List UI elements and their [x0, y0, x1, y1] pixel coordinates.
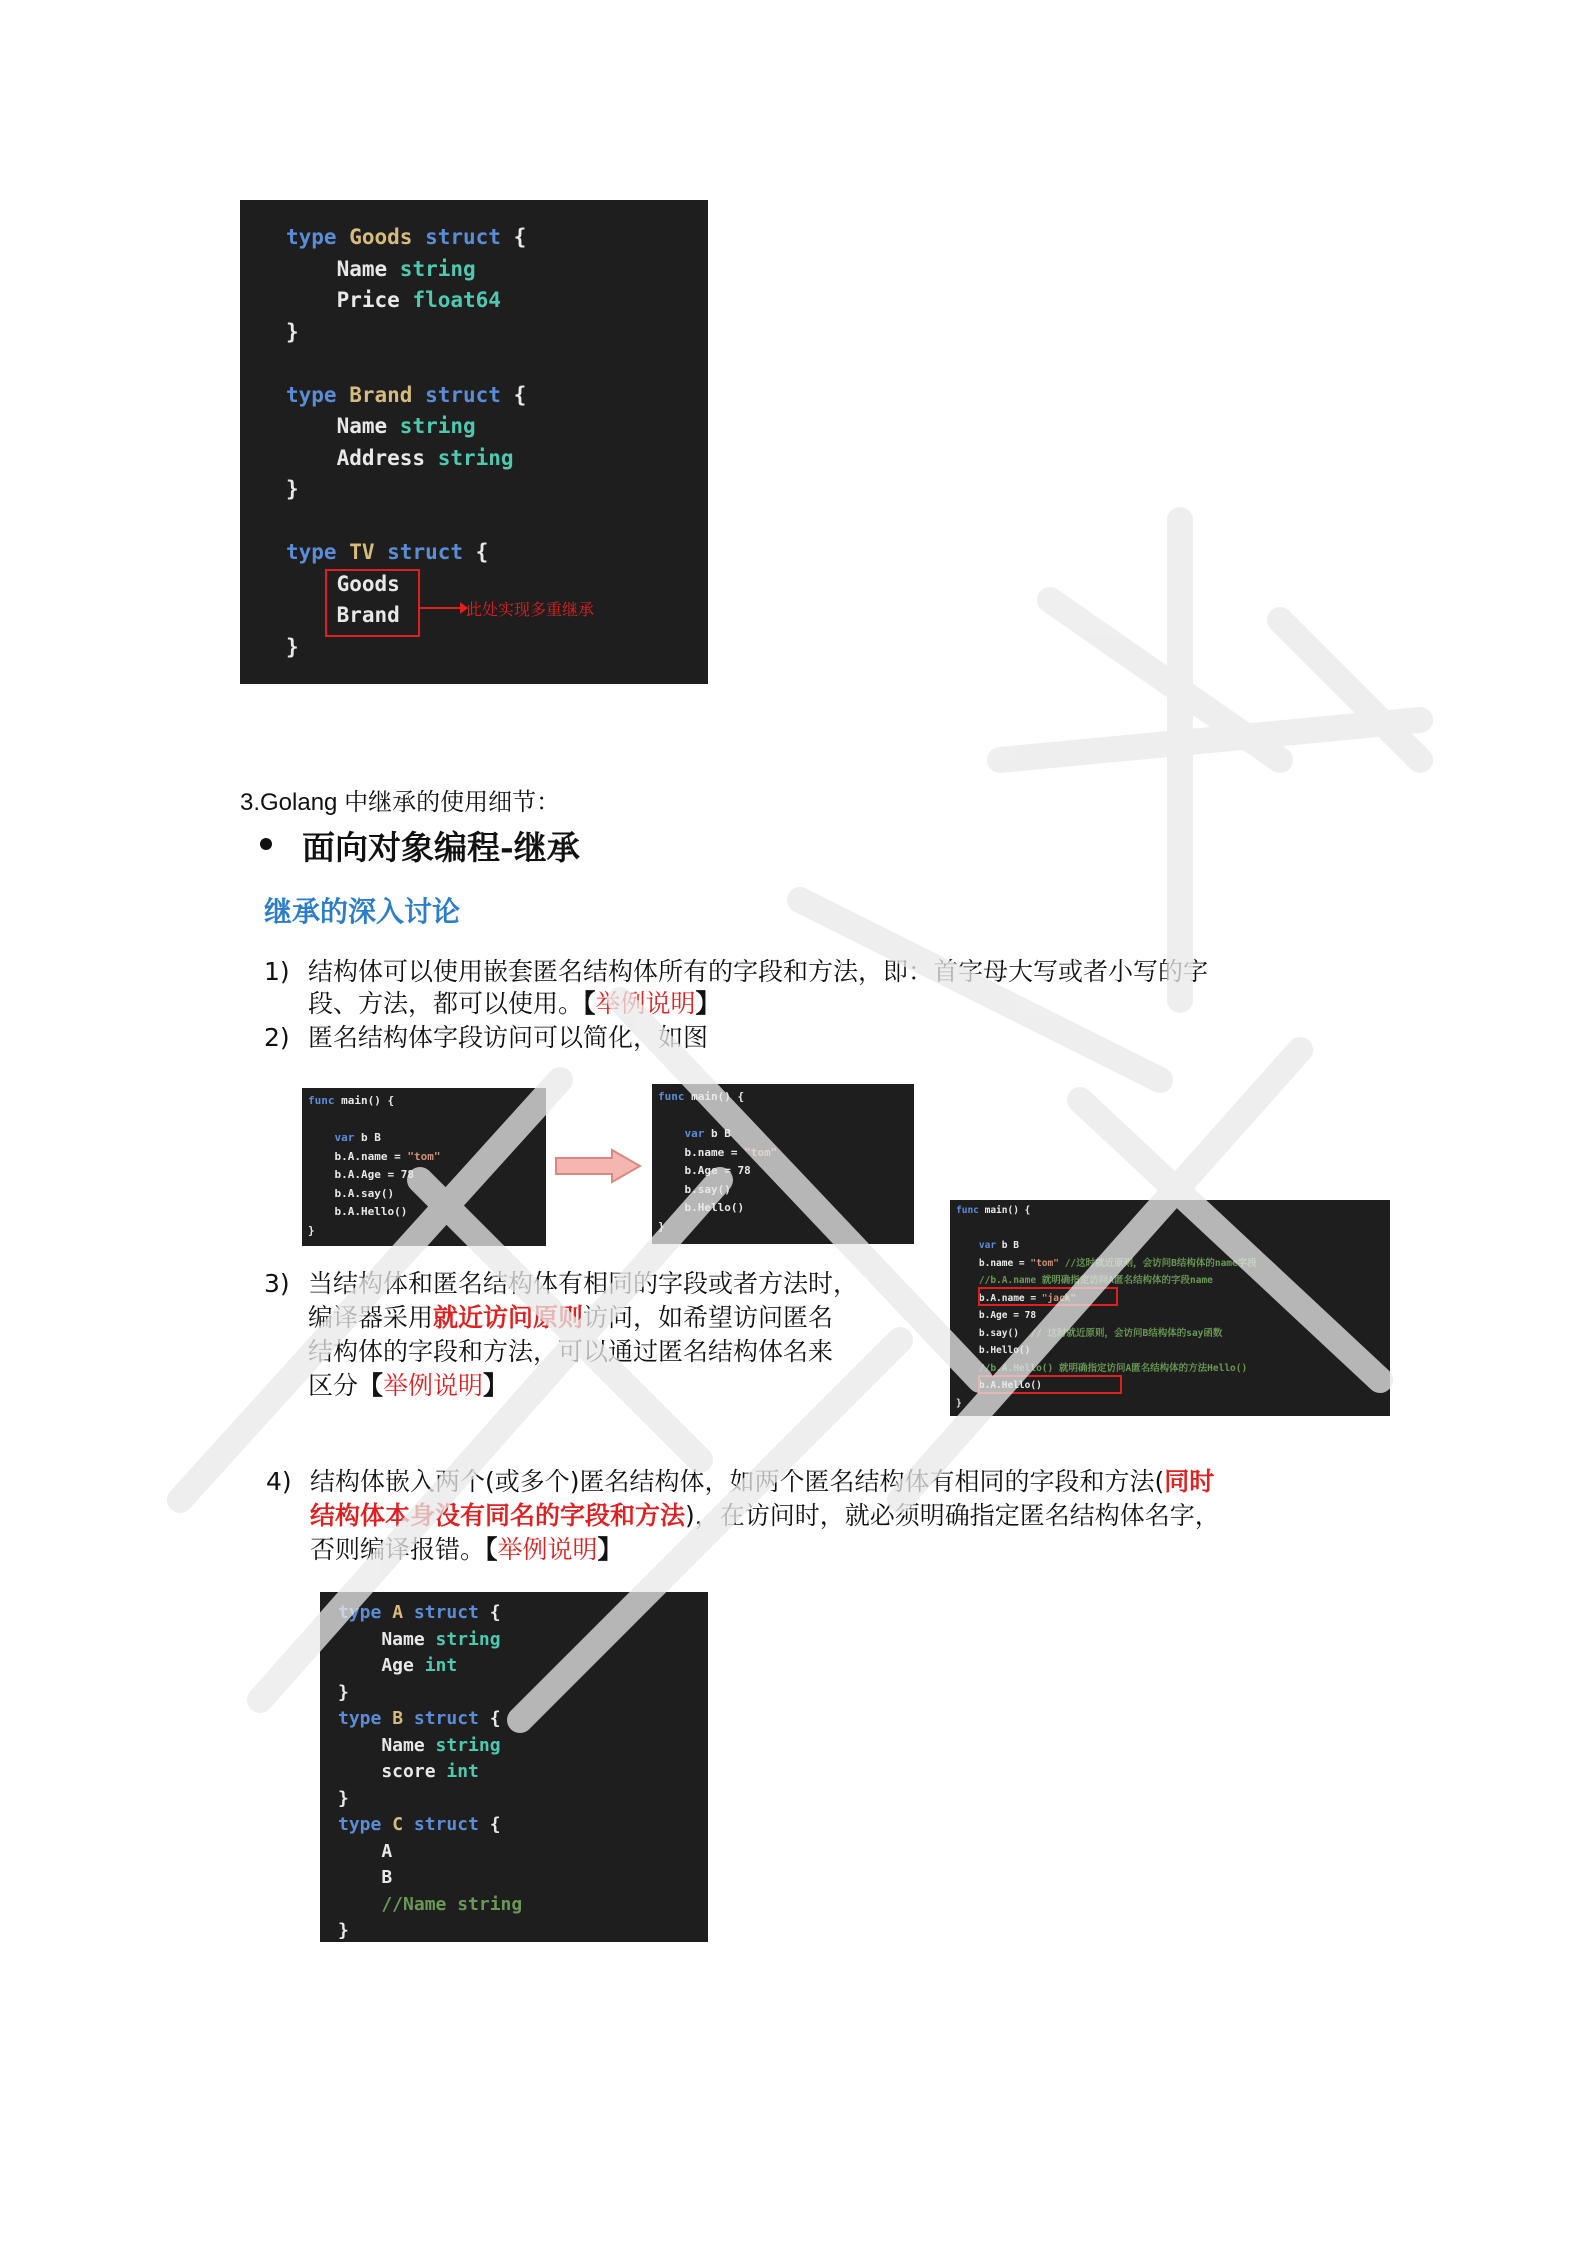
- code-line: b.name = "tom" //这时就近原则，会访问B结构体的name字段: [956, 1257, 1257, 1269]
- code-line: }: [286, 319, 299, 344]
- section-title: 3.Golang 中继承的使用细节：: [240, 789, 561, 816]
- code-line: [956, 1220, 1390, 1238]
- point-1-text: 段、方法，都可以使用。: [308, 989, 584, 1018]
- code-line: [286, 348, 708, 380]
- point-4-emphasis-cont: 结构体本身没有同名的字段和方法: [310, 1501, 686, 1530]
- point-3-number: 3): [264, 1269, 290, 1298]
- code-line: b.say(): [658, 1182, 731, 1196]
- bracket-open: 【: [583, 989, 596, 1018]
- code-line: [658, 1107, 914, 1126]
- code-line: [286, 506, 708, 538]
- code-line: }: [338, 1787, 349, 1809]
- example-label: 举例说明: [497, 1535, 598, 1564]
- point-4-line-3: [310, 1534, 623, 1566]
- code-line: score int: [338, 1761, 479, 1782]
- example-label: 举例说明: [383, 1371, 484, 1400]
- slide-heading: 面向对象编程-继承: [302, 828, 580, 867]
- bracket-close: 】: [695, 989, 721, 1018]
- code-line: b.Hello(): [956, 1345, 1031, 1356]
- nearest-access-principle: 就近访问原则: [433, 1303, 584, 1332]
- code-line: }: [658, 1219, 665, 1233]
- point-3-line-1: 当结构体和匿名结构体有相同的字段或者方法时，: [308, 1269, 859, 1298]
- point-4-emphasis: 同时: [1164, 1467, 1215, 1496]
- point-1-number: 1): [264, 957, 290, 986]
- code-line: Name string: [338, 1734, 501, 1756]
- code-line: B: [338, 1867, 393, 1888]
- code-screenshot-after: [652, 1084, 914, 1244]
- code-line: b.A.name = "jack": [956, 1292, 1077, 1304]
- code-line: func main() {: [658, 1090, 745, 1103]
- code-line: b.Age = 78: [658, 1164, 751, 1177]
- point-4-text: 结构体嵌入两个(或多个)匿名结构体，如两个匿名结构体有相同的字段和方法(: [310, 1467, 1165, 1496]
- code-line: b.name = "tom": [658, 1145, 778, 1159]
- code-line: type Brand struct {: [286, 382, 527, 407]
- code-line: }: [286, 477, 299, 501]
- code-line: type Goods struct {: [286, 225, 527, 249]
- code-line: Name string: [338, 1628, 501, 1650]
- code-line: b.A.Age = 78: [308, 1168, 414, 1181]
- arrow-icon: [420, 607, 462, 609]
- point-3-text: 编译器采用: [308, 1303, 434, 1332]
- code-line: //b.A.name 就明确指定访问A匿名结构体的字段name: [956, 1275, 1213, 1286]
- bracket-close: 】: [483, 1371, 509, 1400]
- code-line: Brand: [286, 603, 400, 627]
- point-3-text-cont: 访问，如希望访问匿名: [583, 1303, 834, 1332]
- code-line: Name string: [286, 256, 476, 281]
- code-screenshot-before: [302, 1088, 546, 1246]
- example-label: 举例说明: [595, 989, 696, 1018]
- point-4-text-cont: )，在访问时，就必须明确指定匿名结构体名字，: [685, 1501, 1220, 1530]
- code-line: }: [308, 1223, 315, 1237]
- point-3-line-4: [308, 1370, 508, 1402]
- code-line: A: [338, 1840, 393, 1862]
- point-4-text-end: 否则编译报错。: [310, 1535, 486, 1564]
- code-line: }: [338, 1920, 349, 1941]
- code-line: b.Age = 78: [956, 1310, 1037, 1321]
- code-line: b.Hello(): [658, 1201, 745, 1214]
- code-line: [308, 1111, 546, 1130]
- code-line: var b B: [658, 1127, 731, 1140]
- code-line: var b B: [956, 1240, 1019, 1251]
- code-line: Price float64: [286, 288, 501, 312]
- code-line: var b B: [308, 1131, 381, 1144]
- point-1-line-1: 结构体可以使用嵌套匿名结构体所有的字段和方法，即：首字母大写或者小写的字: [308, 957, 1209, 986]
- point-3-line-3: 结构体的字段和方法，可以通过匿名结构体名来: [308, 1337, 834, 1366]
- code-line: Address string: [286, 445, 514, 470]
- point-4-number: 4): [266, 1467, 292, 1496]
- code-line: Age int: [338, 1655, 458, 1676]
- code-line: }: [956, 1397, 962, 1409]
- code-line: }: [286, 634, 299, 659]
- code-line: //Name string: [338, 1893, 523, 1915]
- code-line: Name string: [286, 414, 476, 438]
- code-line: b.A.name = "tom": [308, 1149, 441, 1163]
- code-line: b.A.Hello(): [308, 1205, 408, 1218]
- code-line: b.say() // 这时就近原则，会访问B结构体的say函数: [956, 1327, 1223, 1339]
- code-line: func main() {: [956, 1205, 1031, 1216]
- code-line: b.A.Hello(): [956, 1380, 1042, 1391]
- code-line: func main() {: [308, 1094, 395, 1107]
- code-line: Goods: [286, 571, 400, 596]
- right-arrow-icon: [554, 1148, 642, 1184]
- code-line: //b.A.Hello() 就明确指定访问A匿名结构体的方法Hello(): [956, 1362, 1248, 1374]
- point-3-text-end: 区分: [308, 1371, 359, 1400]
- point-1-line-2: [308, 988, 721, 1020]
- point-3-line-2: [308, 1302, 833, 1334]
- code-line: }: [338, 1681, 349, 1703]
- highlight-box: [325, 569, 420, 637]
- code-line: type C struct {: [338, 1814, 501, 1835]
- code-line: type B struct {: [338, 1708, 501, 1729]
- code-line: type A struct {: [338, 1602, 501, 1623]
- bracket-open: 【: [485, 1535, 498, 1564]
- highlight-box: [978, 1287, 1118, 1306]
- bracket-open: 【: [358, 1371, 384, 1400]
- point-4-line-2: [310, 1500, 1220, 1532]
- bullet-icon: [260, 838, 272, 850]
- point-2-number: 2): [264, 1023, 290, 1052]
- highlight-box: [978, 1375, 1122, 1394]
- slide-subheading: 继承的深入讨论: [264, 895, 461, 928]
- point-4-line-1: [310, 1466, 1214, 1498]
- code-line: type TV struct {: [286, 540, 489, 564]
- code-line: b.A.say(): [308, 1186, 395, 1200]
- point-2-text: 匿名结构体字段访问可以简化，如图: [308, 1023, 709, 1052]
- annotation-multiple-inheritance: 此处实现多重继承: [466, 600, 595, 619]
- bracket-close: 】: [597, 1535, 623, 1564]
- code-block-abc-structs: [320, 1592, 708, 1942]
